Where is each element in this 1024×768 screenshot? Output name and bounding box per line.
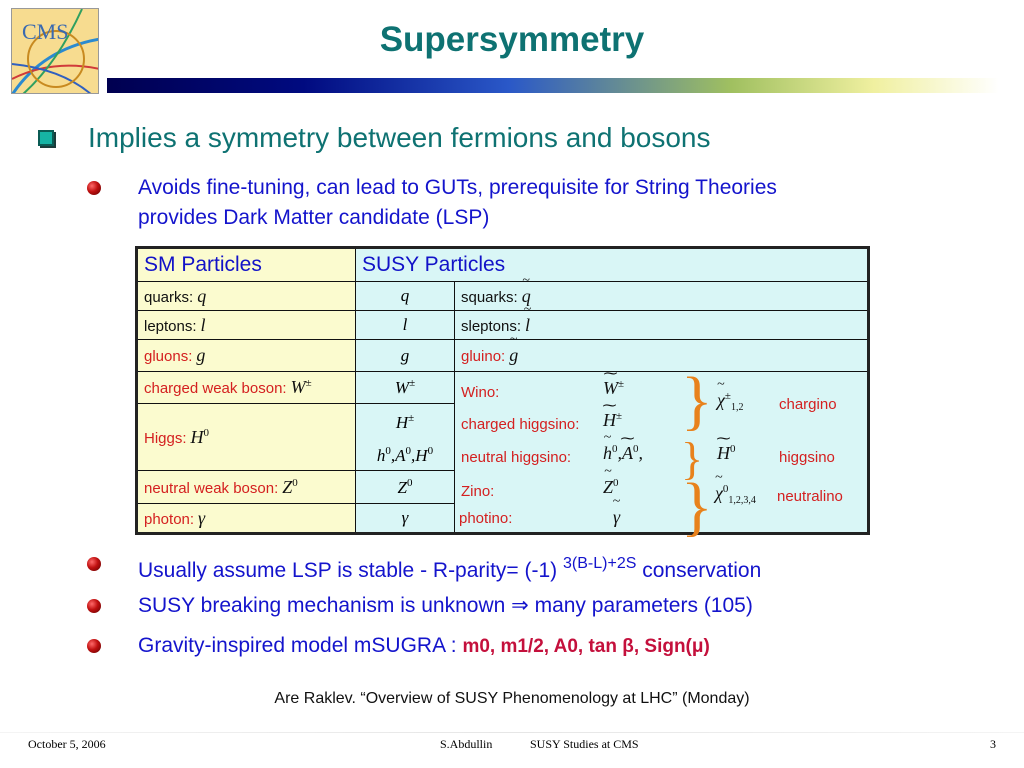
table-row (137, 372, 869, 404)
sm-lepton-symbol: l (356, 311, 455, 340)
sm-gluon-symbol: g (356, 340, 455, 372)
sm-photon: photon: γ (137, 504, 356, 534)
chargino-label: chargino (779, 396, 837, 413)
neutralino-symbol: ~ $\chi^0_{1,2,3,4}$ (715, 483, 756, 506)
table-header-row (137, 248, 869, 282)
round-bullet-icon (87, 639, 101, 653)
zino-symbol: ~ $Z^0$ (603, 477, 619, 498)
sm-particles-header: SM Particles (137, 248, 356, 282)
footer-talk-title: SUSY Studies at CMS (530, 737, 639, 751)
sm-quarks: quarks: q (137, 282, 356, 311)
sub-bullet-motivation (87, 173, 777, 233)
footer-page-number: 3 (990, 737, 996, 751)
motivation-line-2: provides Dark Matter candidate (LSP) (138, 206, 490, 229)
neutralino-label: neutralino (777, 488, 843, 505)
wino-label: Wino: (461, 384, 500, 401)
higgsino-brace-icon: } (681, 433, 704, 484)
sm-photon-symbol: γ (356, 504, 455, 534)
sm-z-symbol: $Z^0$ (356, 471, 455, 504)
main-bullet-text: Implies a symmetry between fermions and bosons (88, 122, 711, 153)
table-row (137, 282, 869, 311)
neutral-higgsino-symbol: ~ $h^0,⁓$ $A^0$, (603, 443, 643, 464)
sub-bullet-breaking: SUSY breaking mechanism is unknown ⇒ many parameters (105) (87, 591, 753, 621)
susy-sleptons: sleptons:~ l (455, 311, 869, 340)
sub-bullet-msugra: Gravity-inspired model mSUGRA : m0, m1/2, A0, tan β, Sign(μ) (87, 631, 710, 662)
sm-leptons: leptons: l (137, 311, 356, 340)
sm-higgs-symbols: H± $h^0,A^0,H^0$ (356, 404, 455, 471)
sm-quark-symbol: q (356, 282, 455, 311)
sm-neutral-weak-boson: neutral weak boson: $Z^0$ (137, 471, 356, 504)
table-row (137, 311, 869, 340)
square-bullet-icon (38, 130, 54, 146)
chargino-symbol: ~ $\chi^\pm_{1,2}$ (717, 390, 743, 413)
logo-text: CMS (22, 19, 69, 44)
table-row (137, 340, 869, 372)
charged-higgsino-symbol: ⁓ H± (603, 410, 622, 431)
footer-date: October 5, 2006 (28, 737, 106, 751)
slide-title: Supersymmetry (379, 20, 645, 59)
round-bullet-icon (87, 557, 101, 571)
higgsino-label: higgsino (779, 449, 835, 466)
charged-higgsino-label: charged higgsino: (461, 416, 580, 433)
motivation-line-1: Avoids fine-tuning, can lead to GUTs, prerequisite for String Theories (138, 176, 777, 199)
sub-bullet-lsp: Usually assume LSP is stable - R-parity= (-1) $^{3(B-L)+2S}$ conservation (87, 549, 761, 586)
reference-note: Are Raklev. “Overview of SUSY Phenomenology at LHC” (Monday) (274, 690, 750, 707)
round-bullet-icon (87, 599, 101, 613)
susy-squarks: squarks:~ q (455, 282, 869, 311)
wino-symbol: ⁓ W± (603, 378, 624, 399)
sm-w-symbol: W± (356, 372, 455, 404)
particle-table (135, 246, 870, 543)
neutral-higgsino-label: neutral higgsino: (461, 449, 572, 466)
susy-gluino: gluino:~ g (455, 340, 869, 372)
sm-higgs: Higgs: $H^0$ (137, 404, 356, 471)
footer-divider (0, 732, 1024, 733)
zino-label: Zino: (461, 483, 495, 500)
sm-charged-weak-boson: charged weak boson: W± (137, 372, 356, 404)
footer-author: S.Abdullin (440, 737, 493, 751)
chargino-brace-icon: } (681, 364, 713, 437)
title-gradient-bar (107, 78, 999, 93)
implies-arrow-icon: ⇒ (511, 594, 529, 617)
photino-label: photino: (459, 510, 513, 527)
sm-gluons: gluons: g (137, 340, 356, 372)
susy-particles-header: SUSY Particles (356, 248, 869, 282)
main-bullet (38, 122, 711, 154)
neutralino-brace-icon: } (681, 470, 713, 543)
higgsino-symbol: ⁓ $H^0$ (717, 443, 736, 464)
photino-symbol: ~ γ (613, 507, 620, 528)
msugra-parameters: m0, m1/2, A0, tan β, Sign(μ) (462, 636, 710, 657)
round-bullet-icon (87, 181, 101, 195)
